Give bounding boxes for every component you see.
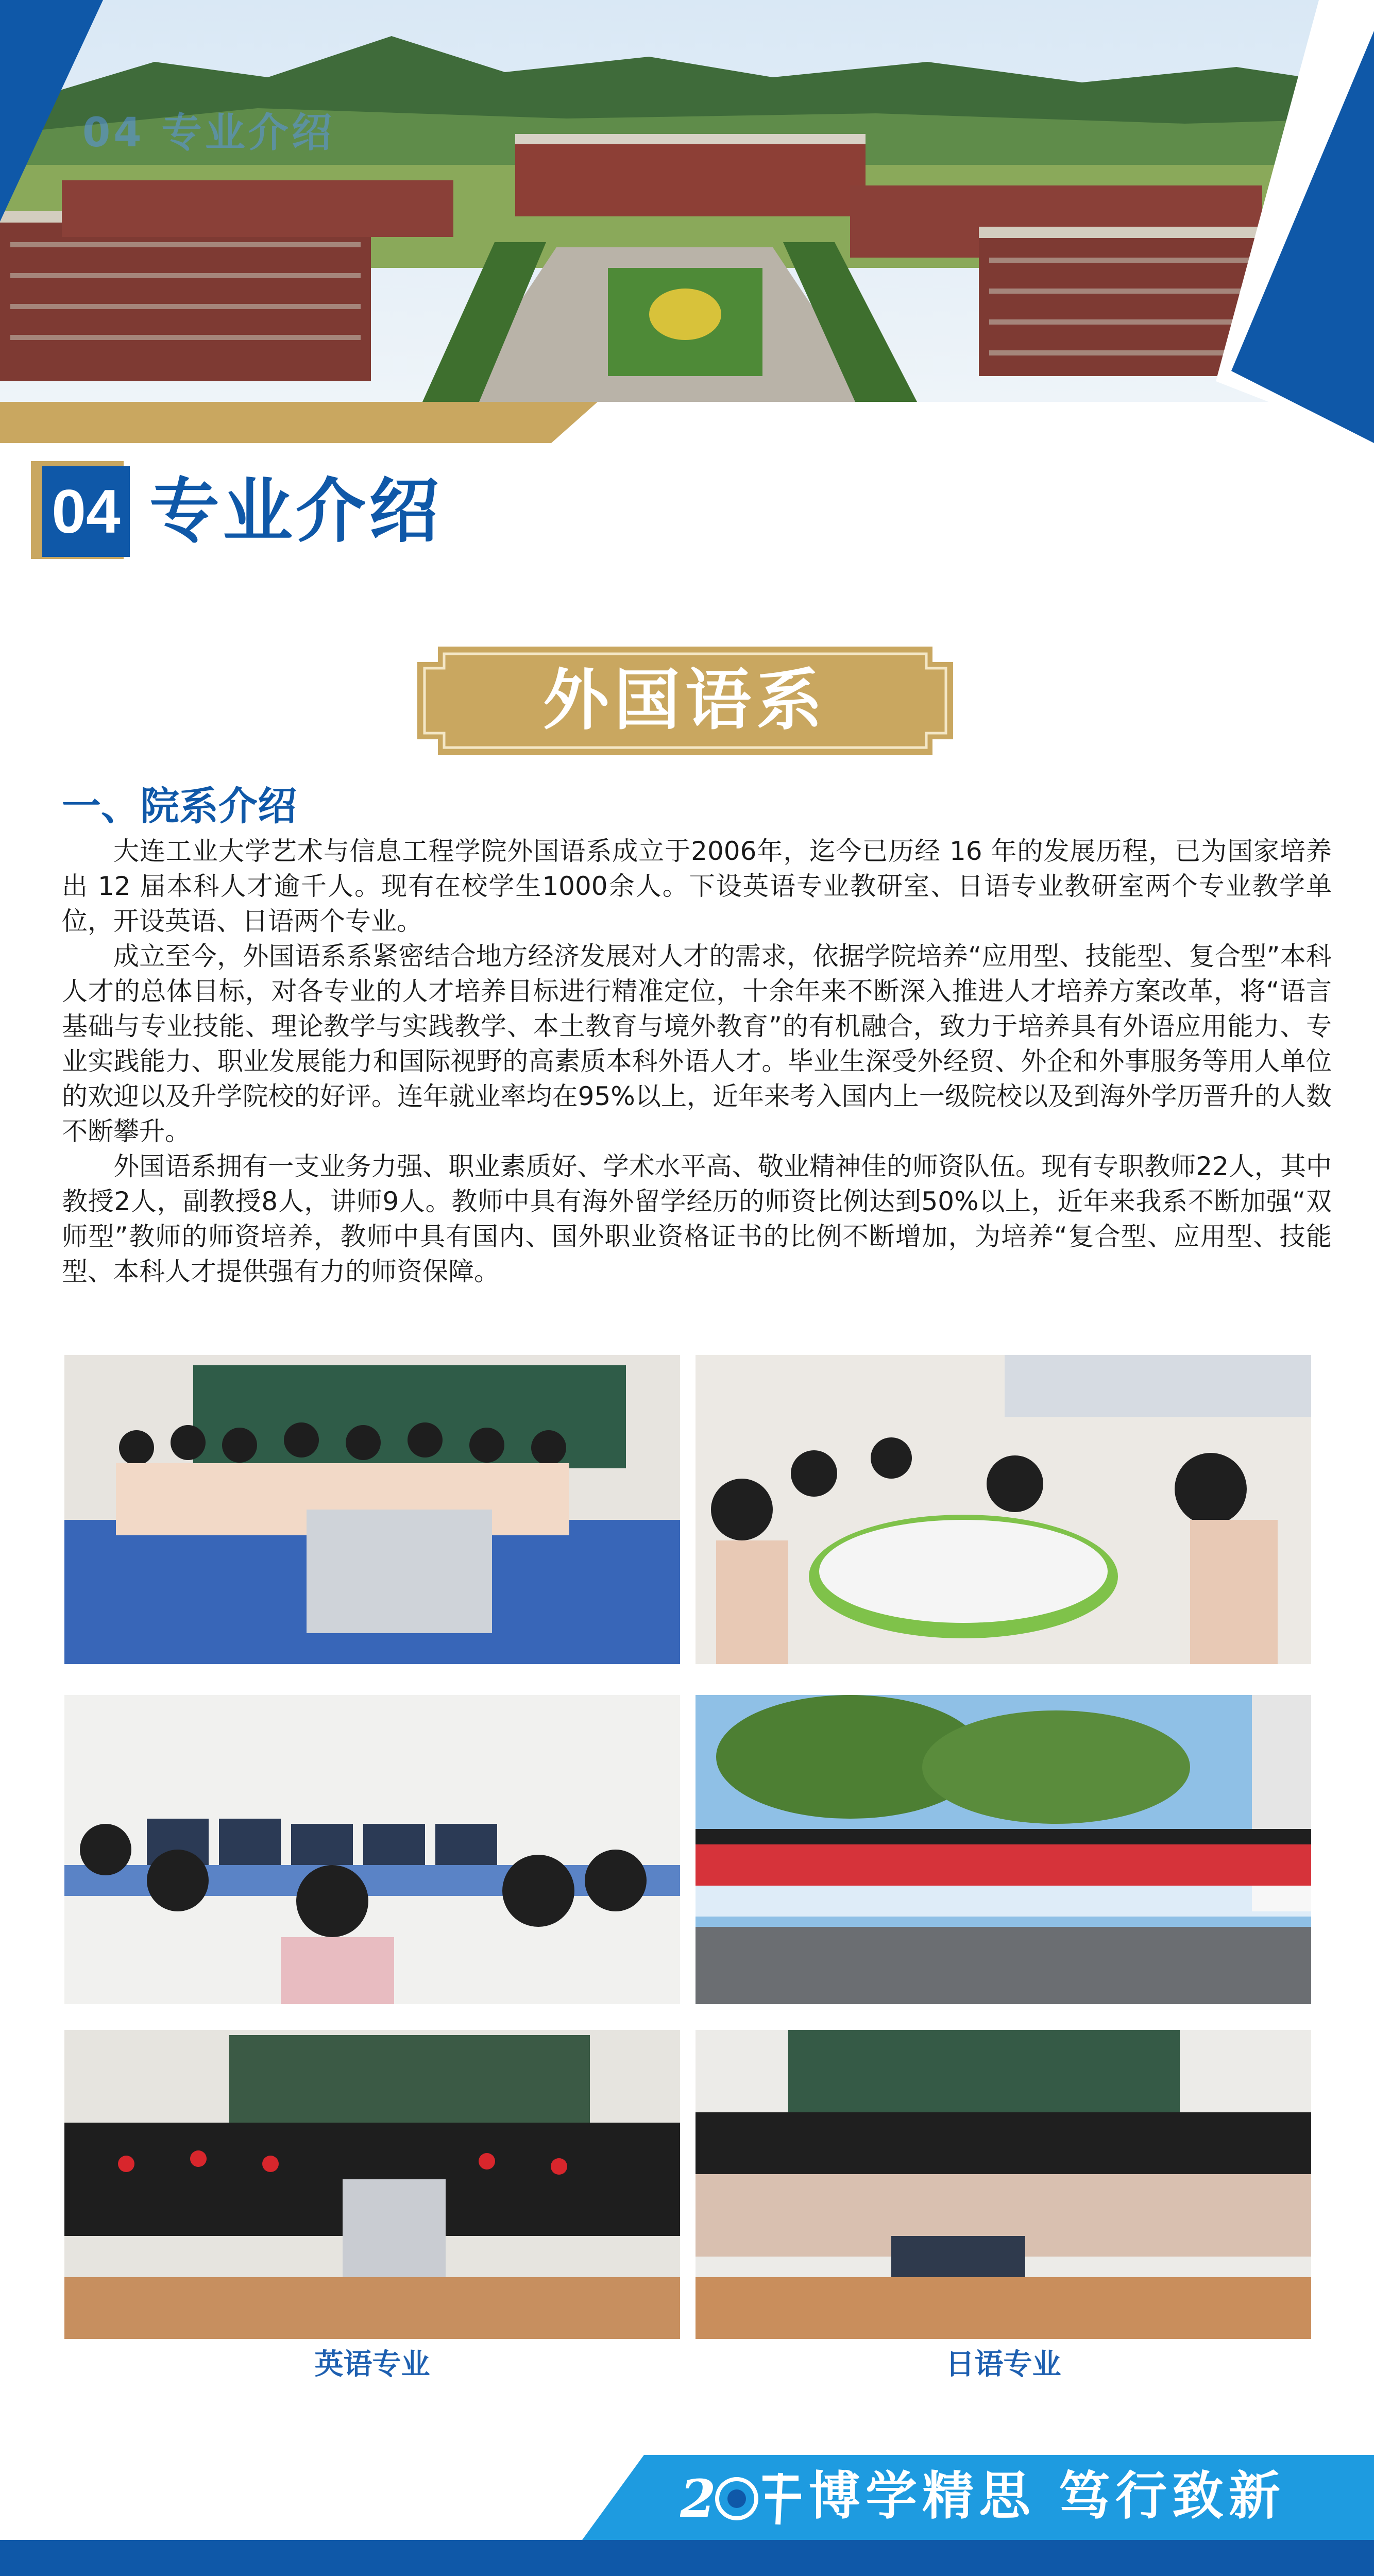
banner-frame-shapes bbox=[0, 0, 1374, 443]
footer-band bbox=[0, 2540, 1374, 2576]
intro-paragraph: 大连工业大学艺术与信息工程学院外国语系成立于2006年，迄今已历经 16 年的发展历程，已为国家培养出 12 届本科人才逾千人。现有在校学生1000余人。下设英语专业教研室、日语专业教研室两个专业教学单位，开设英语、日语两个专业。 bbox=[62, 836, 1332, 936]
section-title: 专业介绍 bbox=[149, 471, 442, 552]
caption-japanese-major: 日语专业 bbox=[945, 2348, 1061, 2381]
intro-heading: 一、院系介绍 bbox=[62, 783, 297, 829]
photo-japanese-class-group bbox=[64, 2030, 680, 2339]
department-title: 外国语系 bbox=[542, 662, 827, 739]
campus-banner bbox=[0, 0, 1374, 443]
anniversary-logo bbox=[680, 2468, 809, 2530]
caption-english-major: 英语专业 bbox=[314, 2348, 430, 2381]
footer-slogan: 博学精思 笃行致新 bbox=[809, 2466, 1285, 2526]
photo-english-class-group bbox=[64, 1355, 680, 1664]
photo-english-discussion bbox=[696, 1355, 1311, 1664]
photo-japanese-class-gathering bbox=[696, 2030, 1311, 2339]
photo-english-computer-lab bbox=[64, 1695, 680, 2004]
svg-text:2: 2 bbox=[680, 2468, 716, 2529]
intro-paragraph: 成立至今，外国语系系紧密结合地方经济发展对人才的需求，依据学院培养“应用型、技能型、复合型”本科人才的总体目标，对各专业的人才培养目标进行精准定位，十余年来不断深入推进人才培养方案改革，将“语言基础与专业技能、理论教学与实践教学、本土教育与境外教育”的有机融合，致力于培养具有外语应用能力、专业实践能力、职业发展能力和国际视野的高素质本科外语人才。毕业生深受外经贸、外企和外事服务等用人单位的欢迎以及升学院校的好评。连年就业率均在95%以上，近年来考入国内上一级院校以及到海外学历晋升的人数不断攀升。 bbox=[62, 941, 1332, 1146]
intro-paragraph: 外国语系拥有一支业务力强、职业素质好、学术水平高、敬业精神佳的师资队伍。现有专职教师22人，其中教授2人，副教授8人，讲师9人。教师中具有海外留学经历的师资比例达到50%以上，近年来我系不断加强“双师型”教师的师资培养，教师中具有国内、国外职业资格证书的比例不断增加，为培养“复合型、应用型、技能型、本科人才提供强有力的师资保障。 bbox=[62, 1151, 1332, 1286]
banner-watermark-text: 04 专业介绍 bbox=[82, 110, 335, 156]
photo-english-outdoor-group bbox=[696, 1695, 1311, 2004]
section-number: 04 bbox=[42, 466, 130, 557]
intro-body bbox=[62, 834, 1332, 1289]
